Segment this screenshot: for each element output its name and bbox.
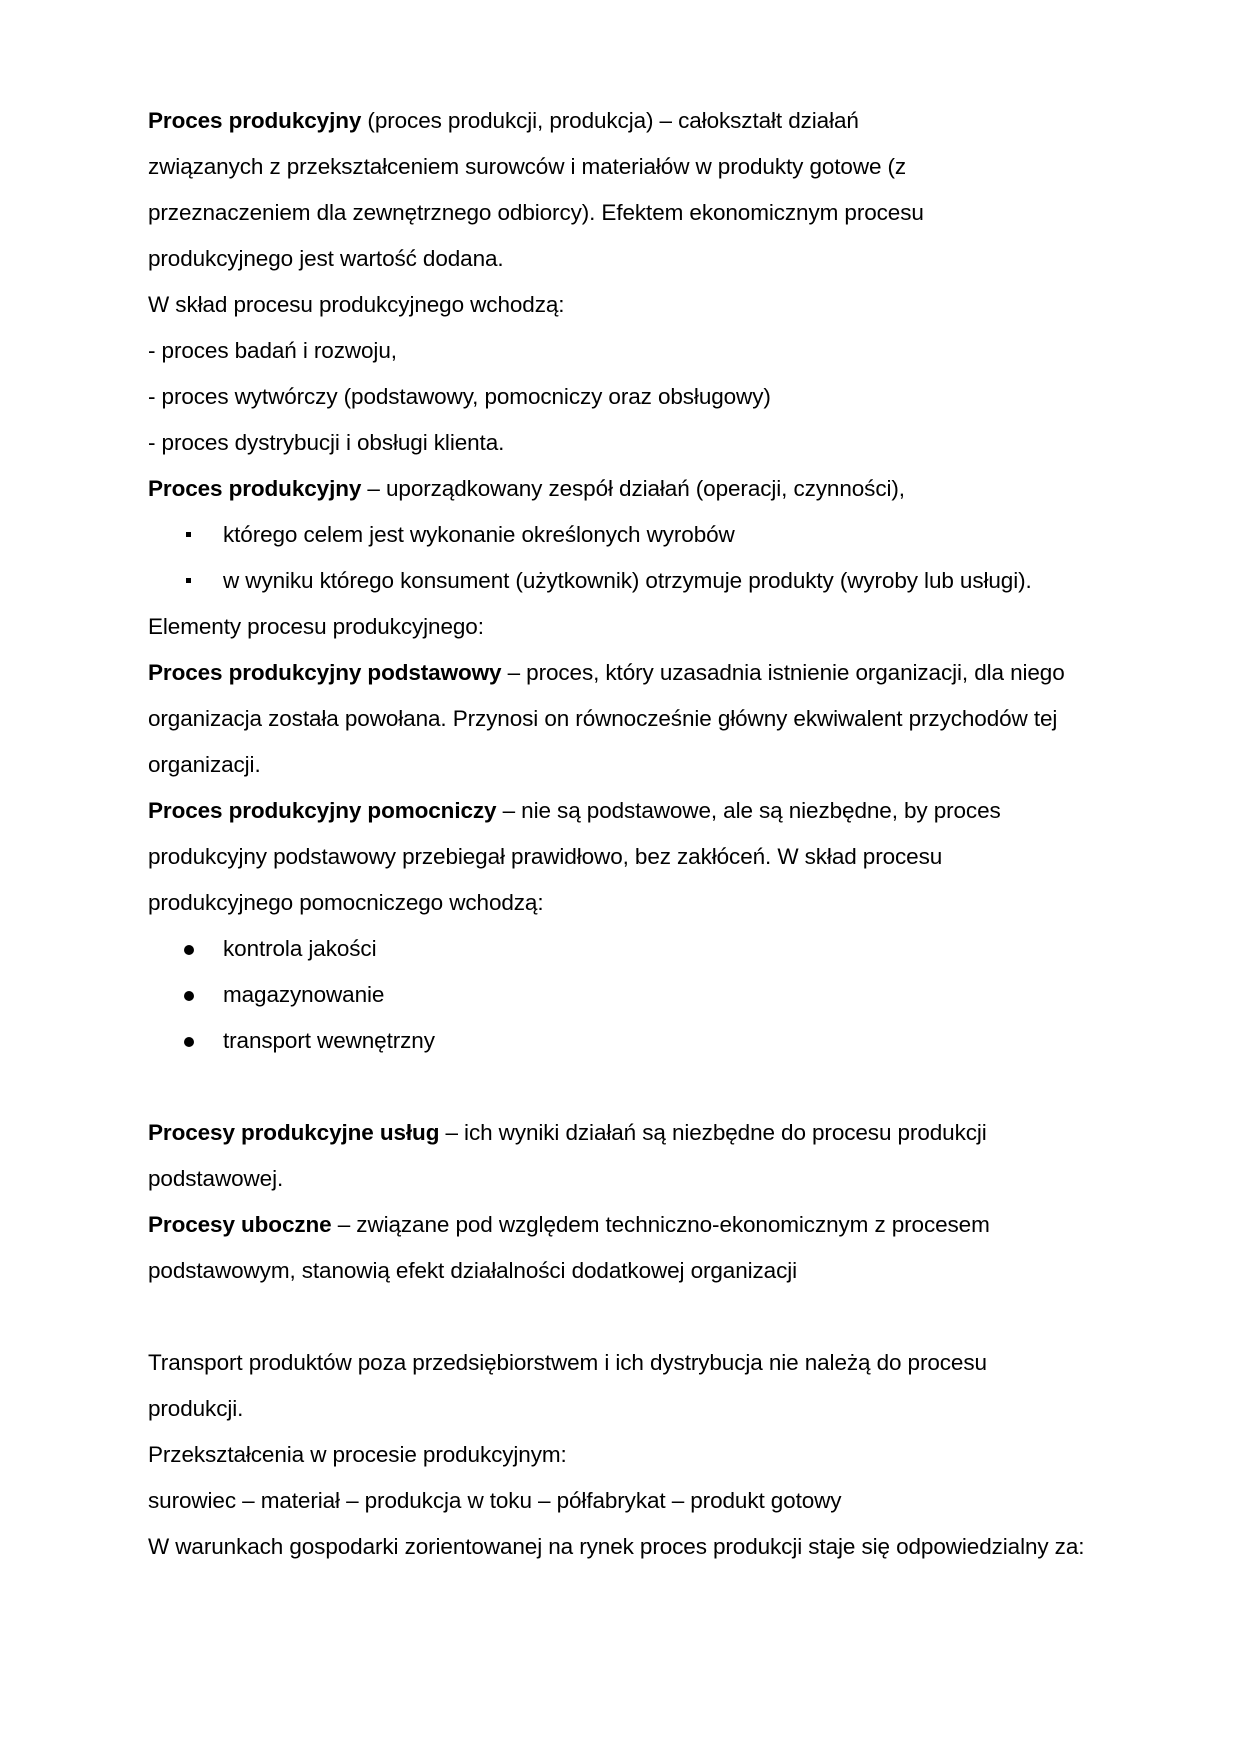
definition-service-processes <box>148 1110 1008 1202</box>
definition-basic-process <box>148 650 1108 788</box>
term-bold: Proces produkcyjny pomocniczy <box>148 798 497 823</box>
list-item: magazynowanie <box>148 972 1108 1018</box>
definition-text: – uporządkowany zespół działań (operacji, czynności), <box>361 476 905 501</box>
term-bold: Proces produkcyjny <box>148 108 362 133</box>
document-page <box>148 98 1108 1570</box>
definition-text: – związane pod względem techniczno-ekonomicznym z procesem podstawowym, stanowią efekt działalności dodatkowej organizacji <box>148 1212 990 1283</box>
term-bold: Procesy produkcyjne usług <box>148 1120 440 1145</box>
term-bold: Procesy uboczne <box>148 1212 332 1237</box>
list-item: transport wewnętrzny <box>148 1018 1108 1064</box>
definition-text: – ich wyniki działań są niezbędne do procesu produkcji podstawowej. <box>148 1120 987 1191</box>
elements-intro: Elementy procesu produkcyjnego: <box>148 614 484 639</box>
transformations-chain: surowiec – materiał – produkcja w toku – półfabrykat – produkt gotowy <box>148 1488 842 1513</box>
square-bullet-list <box>148 512 1108 604</box>
definition-side-processes <box>148 1202 1008 1294</box>
components-intro: W skład procesu produkcyjnego wchodzą: <box>148 292 565 317</box>
transformations-intro: Przekształcenia w procesie produkcyjnym: <box>148 1442 567 1467</box>
list-item: którego celem jest wykonanie określonych wyrobów <box>148 512 1108 558</box>
definition-production-process <box>148 98 938 282</box>
round-bullet-icon <box>184 1037 194 1047</box>
definition-text: – nie są podstawowe, ale są niezbędne, by proces produkcyjny podstawowy przebiegał prawidłowo, bez zakłóceń. W skład procesu produkcyjnego pomocniczego wchodzą: <box>148 798 1001 915</box>
blank-line <box>148 1064 1108 1110</box>
definition-text: – proces, który uzasadnia istnienie organizacji, dla niego organizacja została powołana. Przynosi on równocześnie główny ekwiwalent przychodów tej organizacji. <box>148 660 1065 777</box>
square-bullet-icon <box>186 578 191 583</box>
definition-production-process-2 <box>148 466 1108 512</box>
list-item: kontrola jakości <box>148 926 1108 972</box>
definition-text: (proces produkcji, produkcja) – całokształt działań związanych z przekształceniem surowców i materiałów w produkty gotowe (z przeznaczeniem dla zewnętrznego odbiorcy). Efektem ekonomicznym procesu produkcyjnego jest wartość dodana. <box>148 108 924 271</box>
definition-auxiliary-process <box>148 788 1033 926</box>
component-item: - proces dystrybucji i obsługi klienta. <box>148 430 505 455</box>
blank-line <box>148 1294 1108 1340</box>
component-item: - proces badań i rozwoju, <box>148 338 397 363</box>
term-bold: Proces produkcyjny podstawowy <box>148 660 502 685</box>
round-bullet-icon <box>184 991 194 1001</box>
transport-note: Transport produktów poza przedsiębiorstwem i ich dystrybucja nie należą do procesu produkcji. <box>148 1350 987 1421</box>
market-note: W warunkach gospodarki zorientowanej na rynek proces produkcji staje się odpowiedzialny za: <box>148 1534 1085 1559</box>
square-bullet-icon <box>186 532 191 537</box>
component-item: - proces wytwórczy (podstawowy, pomocniczy oraz obsługowy) <box>148 384 771 409</box>
round-bullet-list <box>148 926 1108 1064</box>
term-bold: Proces produkcyjny <box>148 476 362 501</box>
list-item: w wyniku którego konsument (użytkownik) otrzymuje produkty (wyroby lub usługi). <box>148 558 1108 604</box>
round-bullet-icon <box>184 945 194 955</box>
